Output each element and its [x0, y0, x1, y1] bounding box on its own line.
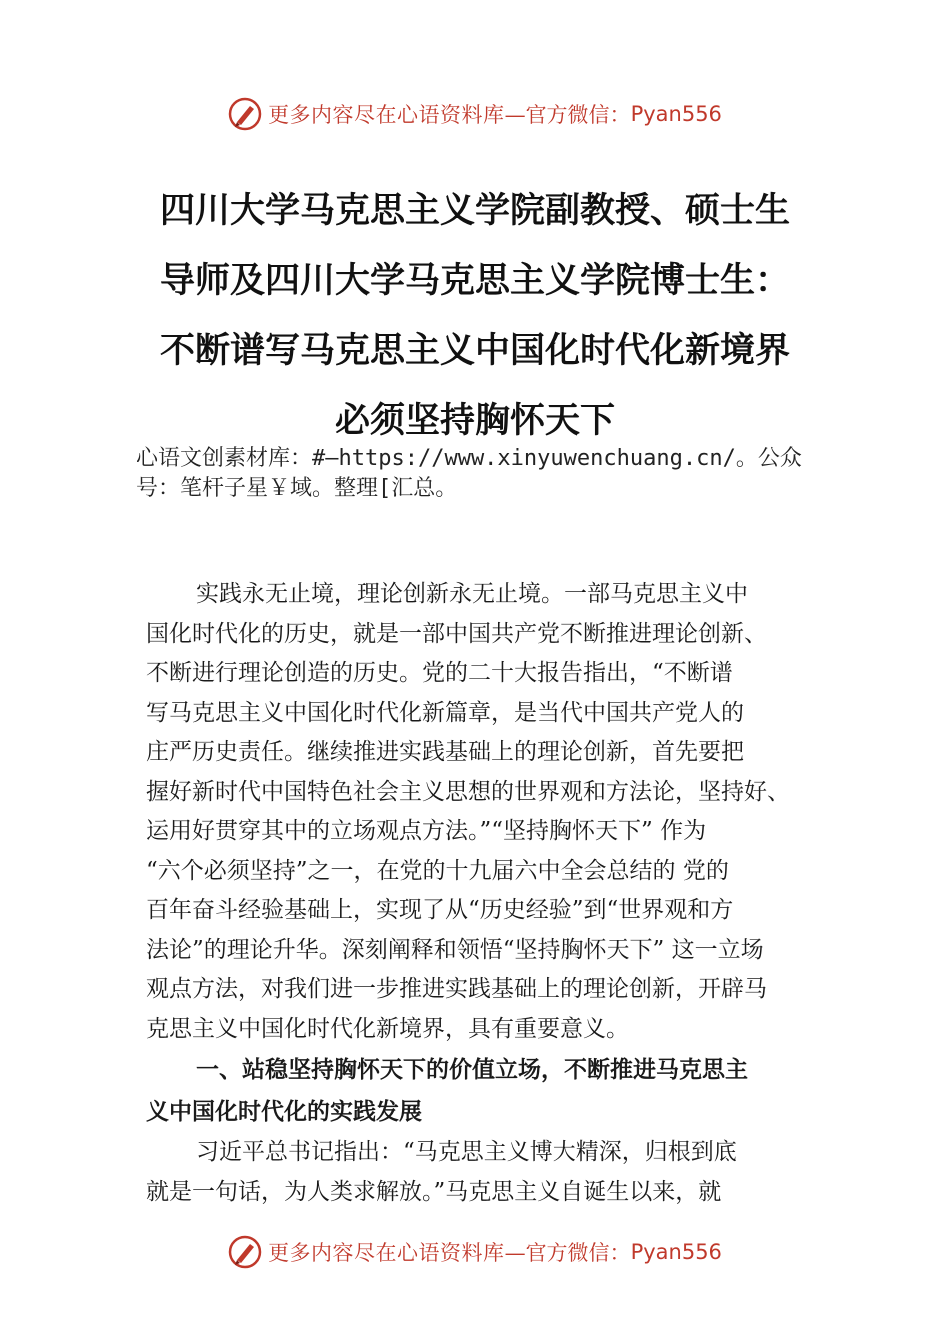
document-body — [146, 575, 836, 1212]
footer-banner — [0, 1232, 950, 1272]
body-line: 百年奋斗经验基础上，实现了从“历史经验”到“世界观和方 — [146, 897, 734, 923]
pen-logo-icon — [228, 97, 262, 131]
section-heading-line: 义中国化时代化的实践发展 — [146, 1099, 422, 1125]
body-line: 国化时代化的历史，就是一部中国共产党不断推进理论创新、 — [146, 620, 767, 647]
body-line: 克思主义中国化时代化新境界，具有重要意义。 — [146, 1015, 629, 1042]
section-heading-line: 一、站稳坚持胸怀天下的价值立场，不断推进马克思主 — [196, 1057, 748, 1083]
banner-text: 更多内容尽在心语资料库 — [268, 1241, 505, 1265]
title-line: 不断谱写马克思主义中国化时代化新境界 — [159, 330, 790, 371]
body-line: 就是一句话，为人类求解放。”马克思主义自诞生以来，就 — [146, 1178, 722, 1205]
pen-logo-icon — [228, 1235, 262, 1269]
body-line: 观点方法，对我们进一步推进实践基础上的理论创新，开辟马 — [146, 976, 767, 1002]
body-line: 不断进行理论创造的历史。党的二十大报告指出，“不断谱 — [146, 660, 733, 686]
header-banner — [0, 94, 950, 134]
title-line: 导师及四川大学马克思主义学院博士生： — [159, 260, 790, 301]
body-line: 实践永无止境，理论创新永无止境。一部马克思主义中 — [196, 581, 748, 607]
body-line: 庄严历史责任。继续推进实践基础上的理论创新，首先要把 — [146, 739, 744, 765]
body-line: “六个必须坚持”之一，在党的十九届六中全会总结的 党的 — [146, 857, 729, 884]
body-line: 运用好贯穿其中的立场观点方法。”“坚持胸怀天下” 作为 — [146, 818, 707, 844]
banner-wechat-id: Pyan556 — [630, 1240, 722, 1264]
banner-wechat-label: —官方微信： — [504, 103, 631, 127]
body-line: 写马克思主义中国化时代化新篇章，是当代中国共产党人的 — [146, 699, 744, 726]
banner-text: 更多内容尽在心语资料库 — [268, 103, 505, 127]
title-line: 必须坚持胸怀天下 — [334, 400, 615, 441]
banner-wechat-label: —官方微信： — [504, 1241, 631, 1265]
body-line: 法论”的理论升华。深刻阐释和领悟“坚持胸怀天下” 这一立场 — [146, 936, 764, 963]
body-line: 握好新时代中国特色社会主义思想的世界观和方法论，坚持好、 — [146, 778, 790, 805]
document-title — [130, 176, 820, 456]
title-line: 四川大学马克思主义学院副教授、硕士生 — [159, 190, 790, 231]
banner-wechat-id: Pyan556 — [630, 102, 722, 126]
body-line: 习近平总书记指出：“马克思主义博大精深，归根到底 — [196, 1139, 737, 1165]
source-note: 心语文创素材库：#—https://www.xinyuwenchuang.cn/。公众号：笔杆子星￥域。整理[汇总。 — [136, 446, 802, 501]
